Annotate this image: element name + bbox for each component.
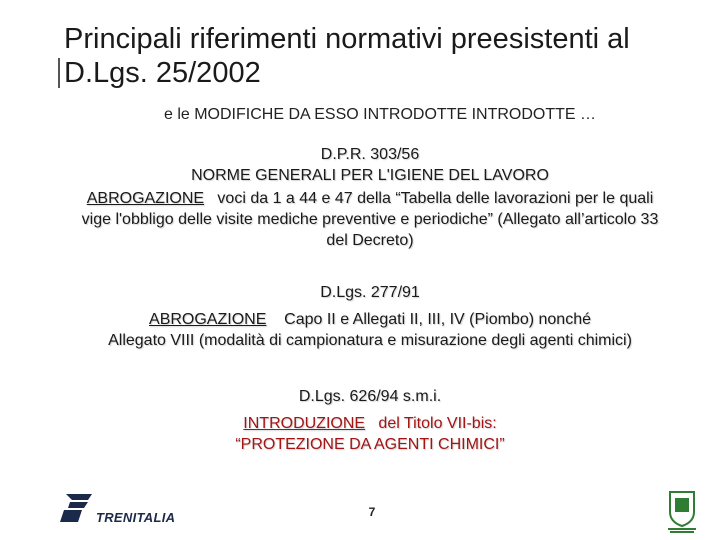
dlgs-277-block [20, 282, 720, 351]
dpr-text-1: voci da 1 a 44 e 47 della “Tabella delle lavorazioni per le quali [217, 190, 654, 207]
page-number: 7 [368, 505, 376, 519]
dpr-text-2: vige l'obbligo delle visite mediche preventive e periodiche” (Allegato all’articolo 33 [81, 211, 659, 228]
title-line-1: Principali riferimenti normativi preesistenti al [64, 23, 630, 55]
dpr-line-1 [20, 188, 720, 209]
slide-title [64, 22, 704, 90]
subtitle: e le MODIFICHE DA ESSO INTRODOTTE INTRODOTTE … [163, 106, 597, 123]
dlgs626-text-2: “PROTEZIONE DA AGENTI CHIMICI” [235, 436, 505, 453]
dlgs626-line-1 [20, 413, 720, 434]
title-divider [58, 58, 60, 88]
dlgs626-text-1: del Titolo VII-bis: [378, 415, 497, 432]
dpr-ref: D.P.R. 303/56 [320, 146, 420, 163]
dlgs277-text-2: Allegato VIII (modalità di campionatura e misurazione degli agenti chimici) [108, 332, 632, 349]
dlgs-626-block [20, 386, 720, 455]
dpr-abrogazione-label: ABROGAZIONE [86, 190, 205, 207]
dpr-heading: NORME GENERALI PER L'IGIENE DEL LAVORO [191, 167, 549, 184]
dlgs277-ref: D.Lgs. 277/91 [320, 284, 420, 301]
title-line-2: D.Lgs. 25/2002 [64, 57, 261, 89]
dpr-text-3: del Decreto) [326, 232, 414, 249]
dpr-303-block [20, 144, 720, 251]
dlgs277-abrogazione-label: ABROGAZIONE [149, 311, 267, 328]
dlgs277-line-1 [20, 309, 720, 330]
dlgs626-ref: D.Lgs. 626/94 s.m.i. [298, 388, 442, 405]
crest-icon [664, 488, 700, 534]
trenitalia-logo-text: TRENITALIA [96, 510, 176, 525]
title-line-2-wrap [64, 56, 704, 90]
dlgs626-introduzione-label: INTRODUZIONE [243, 415, 366, 432]
dlgs277-text-1: Capo II e Allegati II, III, IV (Piombo) nonché [284, 311, 591, 328]
